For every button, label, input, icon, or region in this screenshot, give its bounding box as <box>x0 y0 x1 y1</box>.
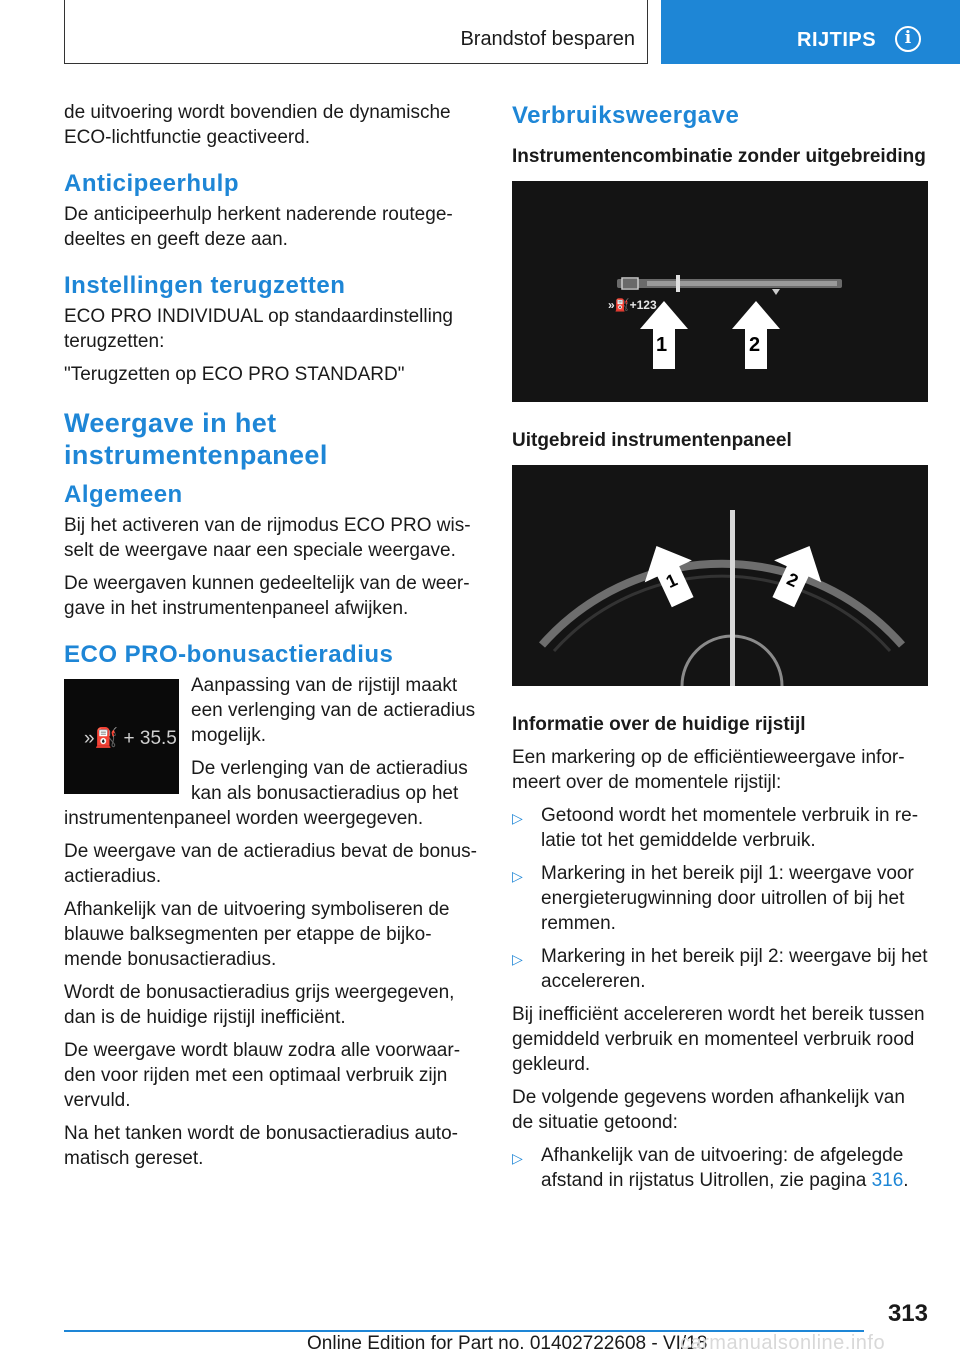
bonus-range-image <box>64 679 179 794</box>
bonus-paragraph-1a: Aanpassing van de rijstijl maakt een verlenging van de actieradius mogelijk. <box>191 675 476 746</box>
info-paragraph-3: De volgende gegevens worden afhankelijk van de situatie getoond: <box>512 1087 905 1133</box>
heading-weergave-instrumentenpaneel: Weergave in het instrumentenpaneel <box>64 408 328 470</box>
bonus-paragraph-4: Wordt de bonusactieradius grijs weergegeven, dan is de huidige rijstijl inefficiënt. <box>64 982 455 1028</box>
fig1-value: »⛽+123 <box>608 298 657 312</box>
heading-verbruiksweergave: Verbruiksweergave <box>512 102 740 129</box>
bullet-4-end: . <box>903 1170 909 1191</box>
watermark: carmanualsonline.info <box>680 1332 886 1354</box>
reset-paragraph: ECO PRO INDIVIDUAL op standaardinstelling terugzetten: <box>64 306 453 352</box>
heading-algemeen: Algemeen <box>64 481 183 508</box>
fig2-arrow-label-2: 2 <box>783 568 802 592</box>
extended-panel-illustration <box>512 465 928 686</box>
right-column <box>512 100 928 1201</box>
bullet-triangle-icon: ▷ <box>512 952 523 968</box>
general-paragraph-2: De weergaven kunnen gedeeltelijk van de weergave in het instrumentenpaneel afwijken. <box>64 573 470 619</box>
list-item <box>512 1143 928 1193</box>
info-paragraph-1: Een markering op de efficiëntieweergave informeert over de momentele rijstijl: <box>512 747 905 793</box>
page-link-316[interactable]: 316 <box>871 1170 904 1191</box>
header-tab-label: RIJTIPS <box>797 29 877 51</box>
bullet-1-text: Getoond wordt het momentele verbruik in relatie tot het gemiddelde verbruik. <box>541 805 919 851</box>
intro-paragraph: de uitvoering wordt bovendien de dynamische ECO-lichtfunctie geactiveerd. <box>64 102 451 148</box>
bonus-paragraph-1b: De verlenging van de actieradius kan als bonusactieradius op het instrumentenpaneel worden weergegeven. <box>64 758 468 829</box>
info-icon[interactable]: i <box>895 26 921 52</box>
heading-instellingen-terugzetten: Instellingen terugzetten <box>64 272 346 299</box>
bonus-paragraph-2: De weergave van de actieradius bevat de bonusactieradius. <box>64 841 477 887</box>
fig1-arrow-label-2: 2 <box>749 334 761 356</box>
extended-panel-figure <box>512 465 928 686</box>
bullet-4-text: Afhankelijk van de uitvoering: de afgelegde afstand in rijstatus Uitrollen, zie pagina <box>541 1145 904 1191</box>
bullet-triangle-icon: ▷ <box>512 1151 523 1167</box>
fig1-arrow-label-1: 1 <box>656 334 668 356</box>
heading-informatie-rijstijl: Informatie over de huidige rijstijl <box>512 714 806 735</box>
list-item <box>512 861 928 936</box>
header-section-box <box>64 0 648 64</box>
anticipeerhulp-paragraph: De anticipeerhulp herkent naderende routegedeeltes en geeft deze aan. <box>64 204 453 250</box>
list-item <box>512 944 928 994</box>
list-item <box>512 803 928 853</box>
bonus-paragraph-3: Afhankelijk van de uitvoering symboliseren de blauwe balksegmenten per etappe de bijkomende bonusactieradius. <box>64 899 450 970</box>
header-tab-rijtips[interactable] <box>661 0 960 64</box>
heading-anticipeerhulp: Anticipeerhulp <box>64 170 240 197</box>
footer-edition: Online Edition for Part no. 01402722608 - VI/18 <box>307 1333 708 1354</box>
instrument-combination-figure <box>512 181 928 402</box>
general-paragraph-1: Bij het activeren van de rijmodus ECO PRO wisselt de weergave naar een speciale weergave. <box>64 515 471 561</box>
heading-eco-pro-bonusactieradius: ECO PRO-bonusactieradius <box>64 641 394 668</box>
instrument-combination-illustration <box>512 181 928 402</box>
header-section-title: Brandstof besparen <box>460 28 635 50</box>
bullet-triangle-icon: ▷ <box>512 811 523 827</box>
heading-uitgebreid-instrumentenpaneel: Uitgebreid instrumentenpaneel <box>512 430 792 451</box>
bullet-triangle-icon: ▷ <box>512 869 523 885</box>
fig2-arrow-label-1: 1 <box>662 569 681 593</box>
heading-instrumentencombinatie: Instrumentencombinatie zonder uitgebreiding <box>512 146 926 167</box>
info-paragraph-2: Bij inefficiënt accelereren wordt het bereik tussen gemiddeld verbruik en momenteel verbruik rood gekleurd. <box>512 1004 925 1075</box>
bonus-paragraph-5: De weergave wordt blauw zodra alle voorwaarden voor rijden met een optimaal verbruik zijn vervuld. <box>64 1040 461 1111</box>
reset-quote: "Terugzetten op ECO PRO STANDARD" <box>64 364 405 385</box>
left-column <box>64 100 478 1179</box>
bullet-3-text: Markering in het bereik pijl 2: weergave bij het accelereren. <box>541 946 928 992</box>
page-number: 313 <box>887 1300 928 1327</box>
bonus-paragraph-6: Na het tanken wordt de bonusactieradius automatisch gereset. <box>64 1123 458 1169</box>
bullet-2-text: Markering in het bereik pijl 1: weergave voor energieterugwinning door uitrollen of bij het remmen. <box>541 863 914 934</box>
bonus-range-value: »⛽ + 35.5 <box>84 728 177 749</box>
